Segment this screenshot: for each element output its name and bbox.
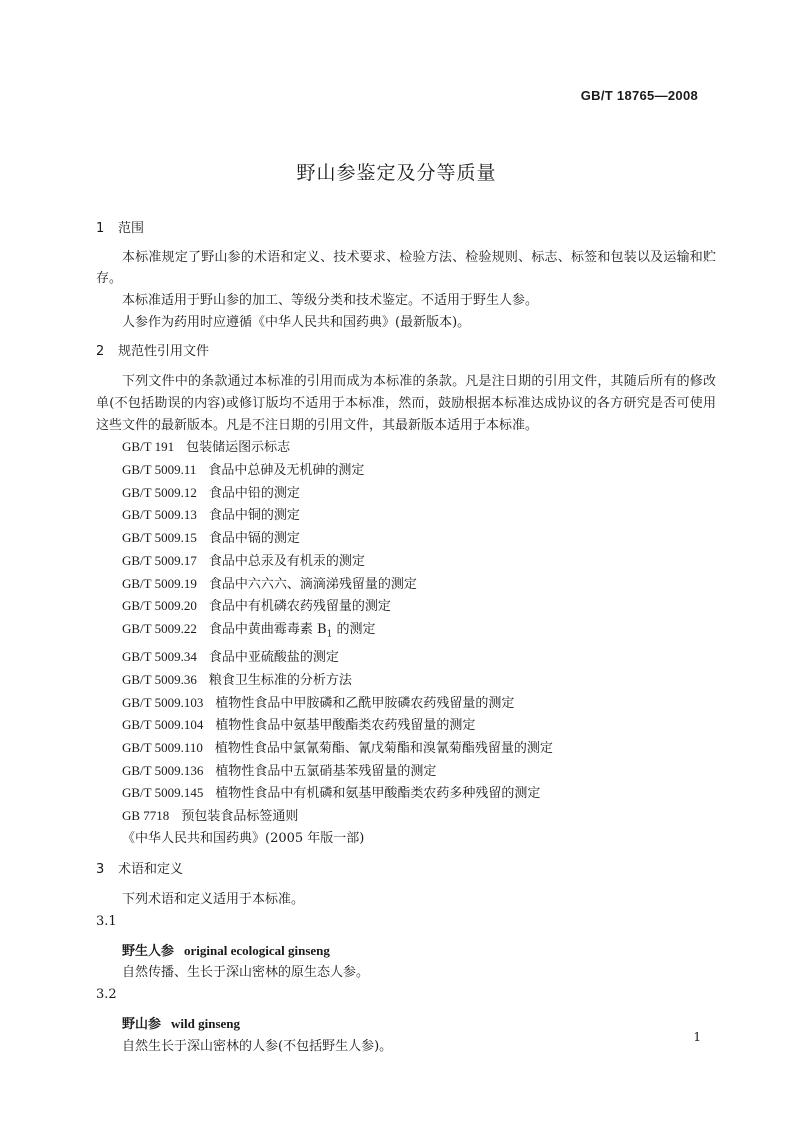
reference-item	[96, 828, 716, 850]
reference-code: GB/T 5009.34	[122, 649, 197, 665]
reference-title: 植物性食品中有机磷和氨基甲酸酯类农药多种残留的测定	[215, 786, 541, 802]
reference-code: GB/T 5009.145	[122, 785, 204, 801]
section-number: 1	[96, 221, 105, 236]
section-number: 2	[96, 343, 105, 359]
reference-item	[96, 618, 716, 646]
reference-item	[96, 527, 716, 550]
term-number: 3.1	[96, 913, 117, 929]
reference-title: 食品中铅的测定	[208, 485, 300, 501]
reference-code: GB/T 5009.15	[122, 530, 197, 546]
reference-item	[96, 595, 716, 618]
section-title: 规范性引用文件	[118, 343, 210, 359]
term-number: 3.2	[96, 987, 117, 1003]
reference-title: 食品中六六六、滴滴涕残留量的测定	[208, 576, 417, 592]
reference-title: 植物性食品中甲胺磷和乙酰甲胺磷农药残留量的测定	[215, 695, 515, 711]
reference-code: GB/T 191	[122, 439, 175, 455]
scope-paragraph: 本标准适用于野山参的加工、等级分类和技术鉴定。不适用于野生人参。	[122, 293, 539, 309]
term-english: wild ginseng	[171, 1015, 241, 1031]
reference-item	[96, 805, 716, 828]
term-definition: 自然生长于深山密林的人参(不包括野生人参)。	[122, 1038, 393, 1054]
term-chinese: 野山参	[122, 1016, 162, 1032]
reference-code: GB/T 5009.12	[122, 484, 197, 500]
standard-code: GB/T 18765—2008	[580, 88, 698, 103]
section-title: 术语和定义	[118, 861, 184, 877]
reference-title: 食品中铜的测定	[208, 508, 300, 524]
reference-code: GB/T 5009.17	[122, 552, 197, 568]
reference-item	[96, 436, 716, 459]
reference-item	[96, 714, 716, 737]
reference-code: GB 7718	[122, 808, 170, 824]
term-entry	[96, 1013, 716, 1036]
scope-paragraph: 本标准规定了野山参的术语和定义、技术要求、检验方法、检验规则、标志、标签和包装以及运输和贮存。	[96, 249, 716, 287]
reference-code: GB/T 5009.104	[122, 717, 204, 733]
reference-title: 食品中黄曲霉毒素 B	[208, 621, 327, 637]
section-title: 范围	[118, 221, 145, 236]
terms-intro: 下列术语和定义适用于本标准。	[122, 892, 305, 908]
reference-code: GB/T 5009.11	[122, 462, 197, 478]
reference-item	[96, 573, 716, 596]
reference-title: 《中华人民共和国药典》(2005 年版一部)	[122, 830, 365, 846]
reference-title: 植物性食品中氯氰菊酯、氰戊菊酯和溴氰菊酯残留量的测定	[214, 741, 553, 757]
reference-title: 植物性食品中五氯硝基苯残留量的测定	[215, 763, 437, 779]
term-definition: 自然传播、生长于深山密林的原生态人参。	[122, 965, 370, 981]
term-chinese: 野生人参	[122, 943, 175, 959]
reference-item	[96, 482, 716, 505]
reference-code: GB/T 5009.36	[122, 671, 197, 687]
reference-code: GB/T 5009.20	[122, 598, 197, 614]
section-heading-scope	[96, 218, 716, 240]
reference-item	[96, 692, 716, 715]
reference-title-tail: 的测定	[332, 621, 376, 637]
reference-code: GB/T 5009.136	[122, 762, 204, 778]
reference-title: 食品中镉的测定	[208, 531, 300, 547]
reference-item	[96, 737, 716, 760]
section-heading-normative-refs	[96, 341, 716, 363]
reference-item	[96, 550, 716, 573]
reference-title: 植物性食品中氨基甲酸酯类农药残留量的测定	[215, 718, 476, 734]
reference-title: 预包装食品标签通则	[181, 809, 299, 825]
normative-refs-intro: 下列文件中的条款通过本标准的引用而成为本标准的条款。凡是注日期的引用文件，其随后所有的修改单(不包括勘误的内容)或修订版均不适用于本标准，然而，鼓励根据本标准达成协议的各方研究是否可使用这些文件的最新版本。凡是不注日期的引用文件，其最新版本适用于本标准。	[96, 374, 716, 433]
reference-subscript: 1	[326, 629, 333, 640]
reference-title: 包装储运图示标志	[186, 440, 291, 456]
reference-code: GB/T 5009.22	[122, 620, 197, 636]
section-heading-terms	[96, 859, 716, 881]
document-body	[96, 218, 716, 1057]
section-number: 3	[96, 861, 105, 877]
reference-title: 食品中总砷及无机砷的测定	[208, 463, 365, 479]
reference-code: GB/T 5009.19	[122, 575, 197, 591]
reference-item	[96, 760, 716, 783]
document-title: 野山参鉴定及分等质量	[296, 162, 497, 184]
reference-code: GB/T 5009.110	[122, 740, 203, 756]
term-english: original ecological ginseng	[184, 942, 330, 958]
reference-title: 食品中亚硫酸盐的测定	[208, 650, 339, 666]
term-entry	[96, 940, 716, 963]
reference-code: GB/T 5009.13	[122, 507, 197, 523]
reference-item	[96, 504, 716, 527]
reference-title: 食品中总汞及有机汞的测定	[208, 553, 365, 569]
reference-title: 粮食卫生标准的分析方法	[208, 672, 352, 688]
reference-item	[96, 669, 716, 692]
reference-item	[96, 459, 716, 482]
reference-title: 食品中有机磷农药残留量的测定	[208, 599, 391, 615]
reference-item	[96, 782, 716, 805]
scope-paragraph: 人参作为药用时应遵循《中华人民共和国药典》(最新版本)。	[122, 314, 471, 330]
reference-list	[96, 436, 716, 849]
reference-item	[96, 646, 716, 669]
page-number: 1	[693, 1030, 701, 1044]
reference-code: GB/T 5009.103	[122, 694, 204, 710]
